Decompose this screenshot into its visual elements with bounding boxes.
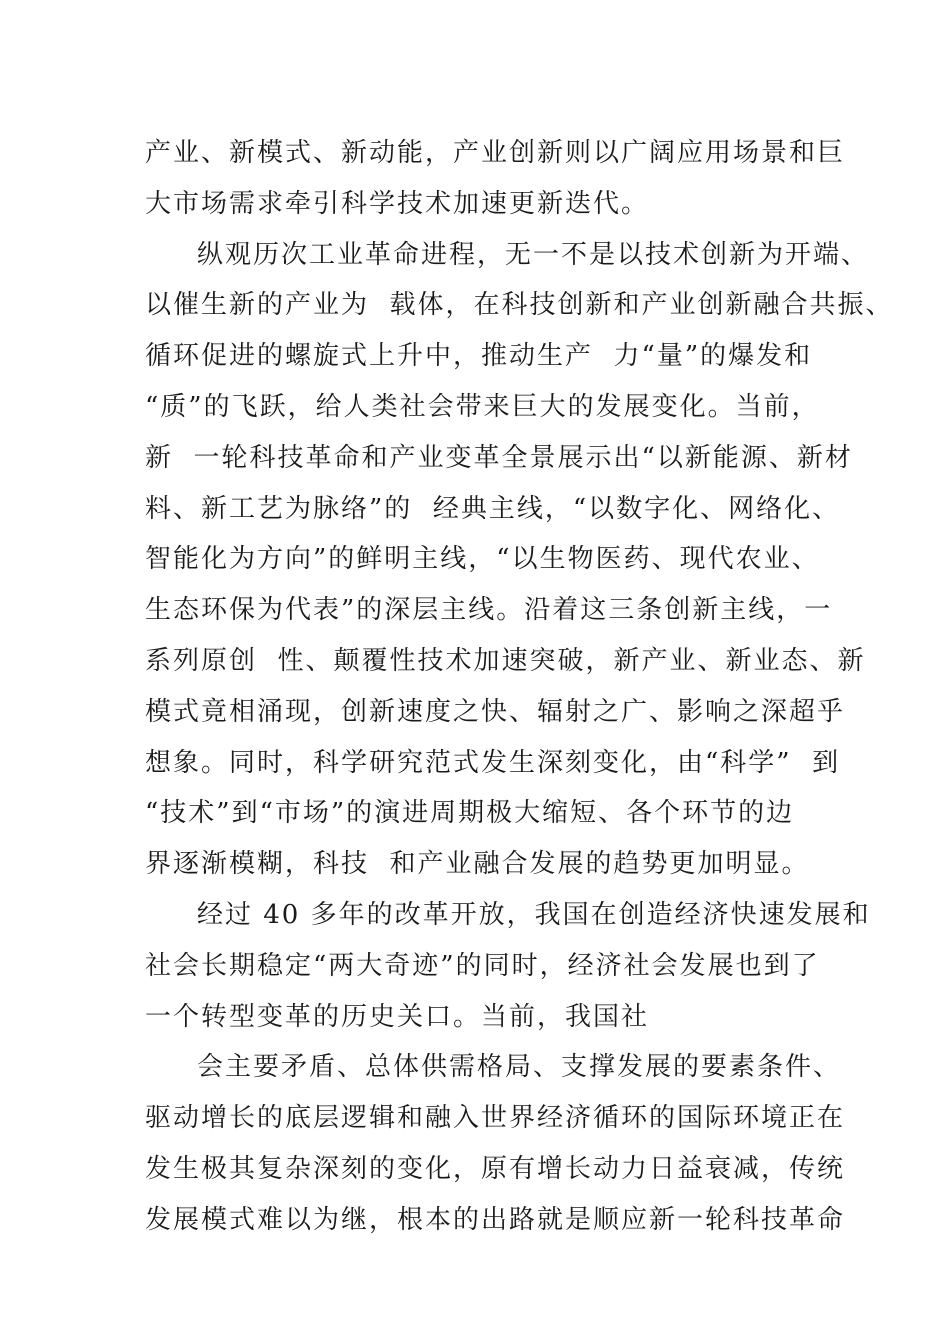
text-line: 一个转型变革的历史关口。当前，我国社 [145, 1001, 650, 1032]
text-line: 循环促进的螺旋式上升中，推动生产 力“量”的爆发和 [145, 341, 813, 372]
text-line: 大市场需求牵引科学技术加速更新迭代。 [145, 188, 650, 219]
text-line: 生态环保为代表”的深层主线。沿着这三条创新主线，一 [145, 595, 833, 626]
text-line: 系列原创 性、颠覆性技术加速突破，新产业、新业态、新 [145, 645, 866, 676]
text-line: 发展模式难以为继，根本的出路就是顺应新一轮科技革命 [145, 1204, 846, 1235]
text-line: “技术”到“市场”的演进周期极大缩短、各个环节的边 [145, 798, 795, 829]
text-line: 经过 40 多年的改革开放，我国在创造经济快速发展和 [197, 899, 871, 930]
text-line: 新 一轮科技革命和产业变革全景展示出“以新能源、新材 [145, 442, 853, 473]
text-line: 会主要矛盾、总体供需格局、支撑发展的要素条件、 [197, 1052, 842, 1083]
text-line: 发生极其复杂深刻的变化，原有增长动力日益衰减，传统 [145, 1153, 846, 1184]
text-line: 纵观历次工业革命进程，无一不是以技术创新为开端、 [197, 239, 870, 270]
text-line: 以催生新的产业为 载体，在科技创新和产业创新融合共振、 [145, 290, 894, 321]
text-line: 社会长期稳定“两大奇迹”的同时，经济社会发展也到了 [145, 950, 820, 981]
text-line: 想象。同时，科学研究范式发生深刻变化，由“科学” 到 [145, 747, 841, 778]
body-text [145, 128, 894, 1246]
text-line: 界逐渐模糊，科技 和产业融合发展的趋势更加明显。 [145, 849, 810, 880]
text-line: 料、新工艺为脉络”的 经典主线，“以数字化、网络化、 [145, 493, 841, 524]
text-line: 模式竟相涌现，创新速度之快、辐射之广、影响之深超乎 [145, 696, 846, 727]
text-line: 产业、新模式、新动能，产业创新则以广阔应用场景和巨 [145, 138, 846, 168]
text-line: 驱动增长的底层逻辑和融入世界经济循环的国际环境正在 [145, 1103, 846, 1134]
text-line: 智能化为方向”的鲜明主线，“以生物医药、现代农业、 [145, 544, 820, 575]
text-line: “质”的飞跃，给人类社会带来巨大的发展变化。当前， [145, 391, 820, 422]
